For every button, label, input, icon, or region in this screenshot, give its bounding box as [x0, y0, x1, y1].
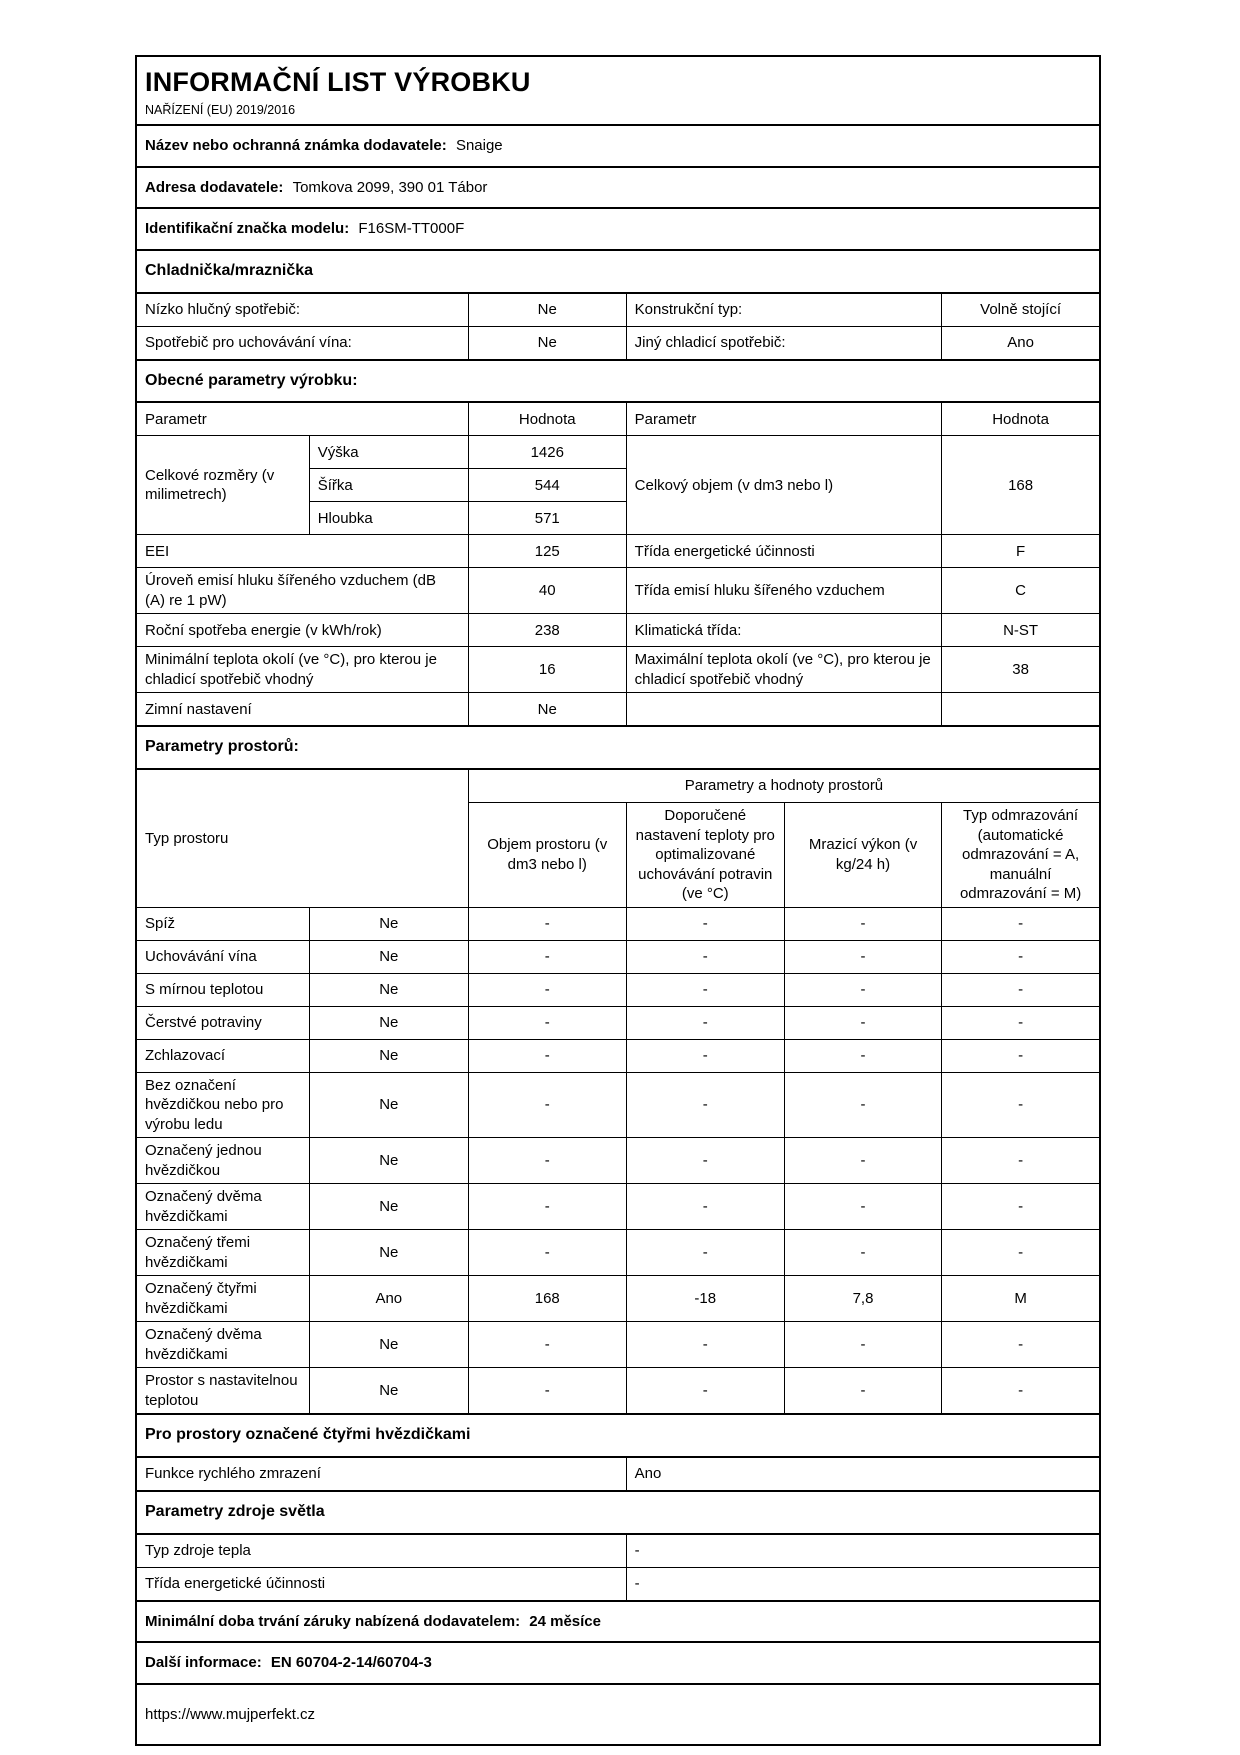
compartment-value: - [784, 1072, 941, 1138]
compartment-value: - [784, 1230, 941, 1276]
column-header: Parametr [626, 403, 942, 436]
table-row [137, 940, 1099, 973]
general-parameters-table [137, 403, 1099, 725]
param-label: Úroveň emisí hluku šířeného vzduchem (dB (A) re 1 pW) [137, 568, 468, 614]
compartment-value: - [942, 1138, 1099, 1184]
dimension-name: Šířka [309, 469, 468, 502]
compartment-label: S mírnou teplotou [137, 973, 309, 1006]
table-row [137, 1322, 1099, 1368]
column-header: Hodnota [942, 403, 1099, 436]
compartment-value: - [626, 1138, 784, 1184]
compartment-value: - [468, 1184, 626, 1230]
param-label: Jiný chladicí spotřebič: [626, 326, 942, 359]
compartment-value: - [942, 1368, 1099, 1414]
param-label: Spotřebič pro uchovávání vína: [137, 326, 468, 359]
compartment-value: - [942, 940, 1099, 973]
compartment-label: Označený čtyřmi hvězdičkami [137, 1276, 309, 1322]
param-label: Zimní nastavení [137, 693, 468, 726]
compartment-present: Ne [309, 1039, 468, 1072]
param-value: - [626, 1535, 1099, 1568]
compartment-value: - [942, 973, 1099, 1006]
compartment-value: - [626, 1039, 784, 1072]
supplier-name-label: Název nebo ochranná známka dodavatele: [145, 137, 447, 155]
column-header: Mrazicí výkon (v kg/24 h) [784, 803, 941, 908]
table-row [137, 693, 1099, 726]
compartment-value: 168 [468, 1276, 626, 1322]
document-title: INFORMAČNÍ LIST VÝROBKU [145, 67, 531, 97]
website-url: https://www.mujperfekt.cz [145, 1705, 316, 1723]
compartment-present: Ne [309, 1368, 468, 1414]
compartment-value: - [942, 907, 1099, 940]
column-header: Hodnota [468, 403, 626, 436]
table-header-row [137, 403, 1099, 436]
supplier-address-label: Adresa dodavatele: [145, 178, 284, 196]
compartment-value: - [942, 1322, 1099, 1368]
table-row [137, 1039, 1099, 1072]
column-header: Doporučené nastavení teploty pro optimalizované uchovávání potravin (ve °C) [626, 803, 784, 908]
compartment-label: Označený jednou hvězdičkou [137, 1138, 309, 1184]
compartment-value: - [626, 1368, 784, 1414]
table-row [137, 973, 1099, 1006]
compartment-value: - [942, 1072, 1099, 1138]
table-row [137, 1368, 1099, 1414]
compartment-value: - [784, 1184, 941, 1230]
compartment-value: - [626, 1072, 784, 1138]
compartment-value: 7,8 [784, 1276, 941, 1322]
total-volume-value: 168 [942, 436, 1099, 535]
table-row [137, 647, 1099, 693]
compartment-present: Ano [309, 1276, 468, 1322]
supplier-address-value: Tomkova 2099, 390 01 Tábor [292, 178, 488, 196]
param-value: Ne [468, 693, 626, 726]
compartment-value: - [468, 940, 626, 973]
compartment-value: - [942, 1039, 1099, 1072]
compartment-value: - [468, 1230, 626, 1276]
total-volume-label: Celkový objem (v dm3 nebo l) [626, 436, 942, 535]
compartment-value: - [626, 1322, 784, 1368]
compartment-present: Ne [309, 973, 468, 1006]
compartment-present: Ne [309, 1322, 468, 1368]
table-row [137, 568, 1099, 614]
compartment-present: Ne [309, 1184, 468, 1230]
param-value: Volně stojící [942, 294, 1099, 327]
compartments-table-block [137, 770, 1099, 1415]
compartment-value: - [784, 907, 941, 940]
compartment-label: Uchovávání vína [137, 940, 309, 973]
compartment-value: - [468, 1006, 626, 1039]
compartment-value: - [784, 1039, 941, 1072]
param-value: Ne [468, 294, 626, 327]
compartment-value: - [626, 973, 784, 1006]
column-header: Parametr [137, 403, 468, 436]
model-identifier-value: F16SM-TT000F [358, 220, 465, 238]
table-row [137, 1006, 1099, 1039]
title-block [137, 57, 1099, 126]
compartment-present: Ne [309, 907, 468, 940]
compartment-value: - [468, 1368, 626, 1414]
compartment-label: Označený dvěma hvězdičkami [137, 1322, 309, 1368]
param-label: Minimální teplota okolí (ve °C), pro kterou je chladicí spotřebič vhodný [137, 647, 468, 693]
dimension-value: 571 [468, 502, 626, 535]
empty-cell [626, 693, 942, 726]
compartment-value: - [784, 1138, 941, 1184]
param-value: C [942, 568, 1099, 614]
dimension-name: Výška [309, 436, 468, 469]
four-star-table [137, 1458, 1099, 1490]
table-row [137, 1458, 1099, 1490]
compartment-present: Ne [309, 1138, 468, 1184]
param-value: 238 [468, 614, 626, 647]
compartment-value: - [626, 940, 784, 973]
product-information-sheet [135, 55, 1101, 1746]
table-row [137, 294, 1099, 327]
param-value: 38 [942, 647, 1099, 693]
compartment-value: M [942, 1276, 1099, 1322]
compartment-value: - [468, 907, 626, 940]
param-value: 125 [468, 535, 626, 568]
param-label: Funkce rychlého zmrazení [137, 1458, 626, 1490]
empty-cell [942, 693, 1099, 726]
param-label: Klimatická třída: [626, 614, 942, 647]
param-value: - [626, 1567, 1099, 1600]
category-table-block [137, 294, 1099, 361]
compartment-value: - [468, 1322, 626, 1368]
column-header: Typ odmrazování (automatické odmrazování = A, manuální odmrazování = M) [942, 803, 1099, 908]
table-row [137, 1230, 1099, 1276]
compartment-value: - [626, 1230, 784, 1276]
compartment-label: Označený třemi hvězdičkami [137, 1230, 309, 1276]
table-row [137, 1072, 1099, 1138]
compartment-present: Ne [309, 1230, 468, 1276]
additional-info-row [137, 1643, 1099, 1685]
section-title-four-star: Pro prostory označené čtyřmi hvězdičkami [137, 1415, 1099, 1458]
compartment-value: - [942, 1230, 1099, 1276]
additional-info-label: Další informace: [145, 1654, 262, 1672]
param-label: Třída energetické účinnosti [626, 535, 942, 568]
website-row [137, 1685, 1099, 1745]
compartment-present: Ne [309, 1072, 468, 1138]
compartment-value: - [942, 1006, 1099, 1039]
compartment-value: - [626, 907, 784, 940]
table-row [137, 1184, 1099, 1230]
section-title-light-source: Parametry zdroje světla [137, 1492, 1099, 1535]
param-label: Nízko hlučný spotřebič: [137, 294, 468, 327]
param-label: EEI [137, 535, 468, 568]
light-source-table [137, 1535, 1099, 1600]
compartment-label: Čerstvé potraviny [137, 1006, 309, 1039]
param-value: 40 [468, 568, 626, 614]
dimension-value: 1426 [468, 436, 626, 469]
param-label: Roční spotřeba energie (v kWh/rok) [137, 614, 468, 647]
compartment-value: - [468, 973, 626, 1006]
supplier-address-row [137, 168, 1099, 210]
compartment-value: - [784, 940, 941, 973]
table-header-row [137, 770, 1099, 803]
table-row [137, 1567, 1099, 1600]
compartment-value: - [468, 1072, 626, 1138]
table-row [137, 1138, 1099, 1184]
section-title-category: Chladnička/mraznička [137, 251, 1099, 294]
param-value: N-ST [942, 614, 1099, 647]
param-value: Ano [626, 1458, 1099, 1490]
group-header: Parametry a hodnoty prostorů [468, 770, 1099, 803]
param-value: Ano [942, 326, 1099, 359]
compartments-table [137, 770, 1099, 1413]
param-value: F [942, 535, 1099, 568]
supplier-name-value: Snaige [455, 137, 503, 155]
compartment-value: - [468, 1138, 626, 1184]
param-label: Maximální teplota okolí (ve °C), pro kterou je chladicí spotřebič vhodný [626, 647, 942, 693]
compartment-value: - [784, 1322, 941, 1368]
compartment-present: Ne [309, 940, 468, 973]
regulation-subtitle: NAŘÍZENÍ (EU) 2019/2016 [145, 103, 296, 118]
dimension-value: 544 [468, 469, 626, 502]
table-row [137, 1276, 1099, 1322]
compartment-value: - [468, 1039, 626, 1072]
compartment-label: Bez označení hvězdičkou nebo pro výrobu ledu [137, 1072, 309, 1138]
supplier-name-row [137, 126, 1099, 168]
param-value: 16 [468, 647, 626, 693]
table-row [137, 614, 1099, 647]
table-row [137, 1535, 1099, 1568]
compartment-value: -18 [626, 1276, 784, 1322]
compartment-type-header: Typ prostoru [137, 770, 468, 907]
compartment-value: - [626, 1006, 784, 1039]
section-title-compartments: Parametry prostorů: [137, 727, 1099, 770]
category-table [137, 294, 1099, 359]
compartment-value: - [784, 1006, 941, 1039]
general-table-block [137, 403, 1099, 727]
dimensions-label: Celkové rozměry (v milimetrech) [137, 436, 309, 535]
light-source-table-block [137, 1535, 1099, 1602]
additional-info-value: EN 60704-2-14/60704-3 [270, 1654, 432, 1672]
model-identifier-label: Identifikační značka modelu: [145, 220, 350, 238]
param-label: Třída energetické účinnosti [137, 1567, 626, 1600]
compartment-label: Prostor s nastavitelnou teplotou [137, 1368, 309, 1414]
model-identifier-row [137, 209, 1099, 251]
compartment-value: - [784, 973, 941, 1006]
table-row [137, 907, 1099, 940]
param-label: Konstrukční typ: [626, 294, 942, 327]
warranty-label: Minimální doba trvání záruky nabízená dodavatelem: [145, 1612, 521, 1630]
four-star-table-block [137, 1458, 1099, 1492]
compartment-value: - [626, 1184, 784, 1230]
compartment-value: - [784, 1368, 941, 1414]
warranty-row [137, 1602, 1099, 1644]
table-row [137, 535, 1099, 568]
param-label: Typ zdroje tepla [137, 1535, 626, 1568]
dimension-name: Hloubka [309, 502, 468, 535]
table-row [137, 326, 1099, 359]
compartment-label: Zchlazovací [137, 1039, 309, 1072]
param-value: Ne [468, 326, 626, 359]
compartment-label: Označený dvěma hvězdičkami [137, 1184, 309, 1230]
table-row [137, 436, 1099, 469]
compartment-value: - [942, 1184, 1099, 1230]
compartment-label: Spíž [137, 907, 309, 940]
compartment-present: Ne [309, 1006, 468, 1039]
param-label: Třída emisí hluku šířeného vzduchem [626, 568, 942, 614]
column-header: Objem prostoru (v dm3 nebo l) [468, 803, 626, 908]
warranty-value: 24 měsíce [529, 1612, 601, 1630]
section-title-general: Obecné parametry výrobku: [137, 361, 1099, 404]
